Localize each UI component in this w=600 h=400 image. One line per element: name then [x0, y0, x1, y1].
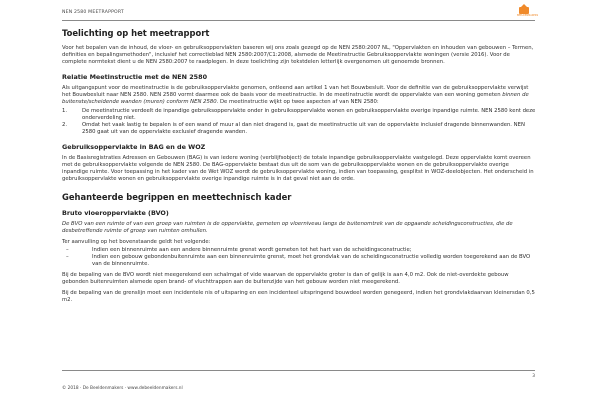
section-title-begrippen: Gehanteerde begrippen en meettechnisch kader — [62, 192, 292, 202]
company-logo — [517, 6, 539, 17]
heading-bag-woz: Gebruiksoppervlakte in BAG en de WOZ — [62, 143, 206, 151]
header-title: NEN 2580 MEETRAPPORT — [62, 10, 124, 15]
intro-paragraph: Voor het bepalen van de inhoud, de vloer- en gebruiksoppervlakten baseren wij ons zoals gezegd op de NEN 2580:2007 NL, "Oppervlakten en inhouden van gebouwen – Termen, definities en bepalingsmethoden", inclusief het correctieblad NEN 2580:2007/C1:2008, alsmede de Meetinstructie Gebruiksoppervlakte woningen (versie 2016). Voor de complete normtekst dient u de NEN 2580:2007 te raadplegen. In deze toelichting zijn tekstdelen letterlijk overgenomen uit genoemde bronnen. — [62, 45, 534, 65]
list-item — [62, 122, 536, 136]
list-marker: – — [66, 254, 69, 260]
logo-text: BEELDENMAKERS — [517, 14, 539, 17]
list-item — [62, 254, 536, 268]
page-header — [62, 9, 539, 21]
house-logo-icon — [519, 7, 529, 14]
footer-copyright: © 2018 · De Beeldenmakers · www.debeeldenmakers.nl — [62, 386, 183, 391]
heading-bvo: Bruto vloeroppervlakte (BVO) — [62, 209, 169, 217]
list-marker: 1. — [62, 108, 68, 114]
list-item-text: Omdat het vaak lastig te bepalen is of een wand of muur al dan niet dragend is, gaat de meetinstructie uit van de oppervlakte inclusief dragende binnenwanden. NEN 2580 gaat uit van de oppervlakte exclusief dragende wanden. — [82, 122, 525, 135]
dash-list — [62, 247, 536, 268]
relatie-text-b: . De meetinstructie wijkt op twee aspecten af van NEN 2580: — [216, 99, 379, 105]
page-number: 3 — [532, 374, 535, 379]
heading-relatie-meetinstructie: Relatie Meetinstructie met de NEN 2580 — [62, 73, 208, 81]
section-title-toelichting: Toelichting op het meetrapport — [62, 28, 210, 38]
list-item-text: Indien een binnenruimte aan een andere binnenruimte grenst wordt gemeten tot het hart van de scheidingsconstructie; — [92, 247, 412, 253]
page-footer — [62, 370, 535, 391]
list-marker: 2. — [62, 122, 68, 128]
bag-paragraph: In de Basisregistraties Adressen en Gebouwen (BAG) is van iedere woning (verblijfsobject) de totale inpandige gebruiksoppervlakte vastgelegd. Deze oppervlakte komt overeen met de gebruiksoppervlakte volgende de NEN 2580. De BAG-oppervlakte bestaat dus uit de som van de gebruiksoppervlakte wonen en de gebruiksoppervlakte overige inpandige ruimte. Voor toepassing in het kader van de Wet WOZ wordt de gebruiksoppervlakte woning, indien van toepassing, gesplitst in WOZ-deelobjecten. Het onderscheid in gebruiksoppervlakte wonen en gebruiksoppervlakte overige inpandige ruimte is in dat geval niet aan de orde. — [62, 155, 534, 182]
list-item — [62, 247, 536, 254]
bvo-definition: De BVO van een ruimte of van een groep van ruimten is de oppervlakte, gemeten op vloerniveau langs de buitenomtrek van de opgaande scheidingsconstructies, die de desbetreffende ruimte of groep van ruimten omhullen. — [62, 221, 513, 234]
list-item — [62, 108, 536, 122]
numbered-list — [62, 108, 536, 136]
schalmgat-paragraph: Bij de bepaling van de BVO wordt niet meegerekend een schalmgat of vide waarvan de oppervlakte groter is dan of gelijk is aan 4,0 m2. Ook de niet-overdekte gebouw gebonden buitenruimten alsmede open brand- of vluchttrappen aan de buitenzijde van het gebouw worden niet meegerekend. — [62, 272, 509, 285]
relatie-paragraph — [62, 85, 536, 106]
aanvulling-paragraph: Ter aanvulling op het bovenstaande geldt het volgende: — [62, 239, 211, 245]
relatie-text-italic: binnen de buitenste/scheidende wanden (muren) conform NEN 2580 — [62, 92, 529, 105]
list-marker: – — [66, 247, 69, 253]
document-body — [62, 28, 536, 304]
grenslijn-paragraph: Bij de bepaling van de grenslijn moet een incidentele nis of uitsparing en een incidenteel uitspringend bouwdeel worden genegeerd, indien het grondvlakdaarvan kleinersdan 0,5 m2. — [62, 290, 535, 303]
list-item-text: Indien een gebouw gebondenbuitenruimte aan een binnenruimte grenst, moet het grondvlak van de scheidingsconstructie volledig worden toegerekend aan de BVO van de binnenruimte. — [92, 254, 531, 267]
relatie-text-a: Als uitgangspunt voor de meetinstructie is de gebruiksoppervlakte genomen, ontleend aan artikel 1 van het Bouwbesluit. Voor de definitie van de gebruiksoppervlakte verwijst het Bouwbesluit naar NEN 2580. NEN 2580 vormt daarmee ook de basis voor de meetinstructie. In de meetinstructie wordt de oppervlakte van een woning gemeten — [62, 85, 529, 98]
list-item-text: De meetinstructie verdeelt de inpandige gebruiksoppervlakte onder in gebruiksoppervlakte wonen en gebruiksoppervlakte overige inpandige ruimte. NEN 2580 kent deze onderverdeling niet. — [82, 108, 536, 121]
